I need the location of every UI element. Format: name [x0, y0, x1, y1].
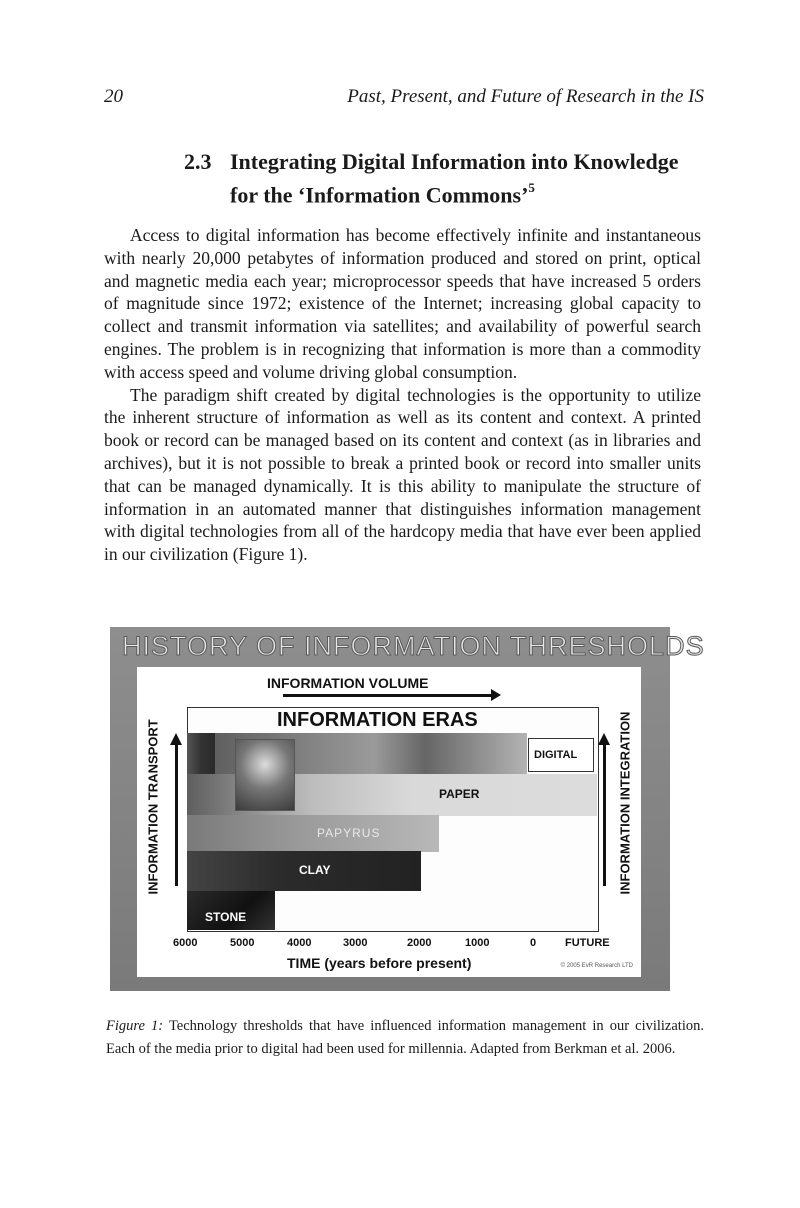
information-transport-label: INFORMATION TRANSPORT — [145, 719, 161, 895]
running-title: Past, Present, and Future of Research in the IS — [347, 86, 704, 107]
paragraph: Access to digital information has become effectively infinite and instantaneous with nearly 20,000 petabytes of information produced and stored on print, optical and magnetic media each year; microprocessor speeds that have increased 5 orders of magnitude since 1972; existence of the Internet; increasing global capacity to collect and transmit information via satellites; and availability of powerful search engines. The problem is in recognizing that information is more than a commodity with access speed and volume driving global consumption. — [104, 225, 701, 382]
footnote-mark: 5 — [528, 180, 535, 195]
figure-banner: HISTORY OF INFORMATION THRESHOLDS — [122, 631, 705, 661]
information-volume-label: INFORMATION VOLUME — [267, 675, 429, 691]
era-clay-bar — [187, 851, 421, 891]
caption-text: Technology thresholds that have influenced information management in our civilization. Each of the media prior to digital had been used for millennia. Adapted from Berkman et al. 2006. — [106, 1018, 704, 1057]
section-number: 2.3 — [184, 149, 212, 174]
tick-label: 2000 — [407, 937, 432, 949]
figure-panel — [137, 667, 641, 977]
paragraph: The paradigm shift created by digital technologies is the opportunity to utilize the inherent structure of information as well as its content and context. A printed book or record can be managed based on its content and context (as in libraries and archives), but it is not possible to break a printed book or record into smaller units that can be managed dynamically. It is this ability to manipulate the structure of information in an automated manner that distinguishes information management with digital technologies from all of the hardcopy media that have ever been applied in our civilization (Figure 1). — [104, 384, 701, 565]
tick-label: 4000 — [287, 937, 312, 949]
era-digital-box — [528, 738, 594, 772]
figure-copyright: © 2005 EvR Research LTD — [560, 963, 633, 969]
tick-label: 6000 — [173, 937, 198, 949]
era-digital-label: DIGITAL — [534, 749, 578, 761]
era-papyrus-bar — [187, 815, 439, 852]
time-axis-label: TIME (years before present) — [287, 955, 472, 971]
guardian-figure-image — [235, 739, 295, 811]
volume-arrow-icon — [283, 694, 493, 697]
era-stone-label: STONE — [205, 910, 247, 924]
tick-label: 3000 — [343, 937, 368, 949]
transport-arrow-icon — [175, 743, 178, 886]
caption-label: Figure 1: — [106, 1018, 164, 1034]
figure-history-of-information-thresholds — [110, 627, 705, 991]
running-head — [104, 86, 704, 112]
page-number: 20 — [104, 86, 123, 107]
section-heading — [184, 148, 714, 209]
era-paper-label: PAPER — [439, 787, 480, 801]
tick-label: 1000 — [465, 937, 490, 949]
tick-label: FUTURE — [565, 937, 610, 949]
section-title-line2: for the ‘Information Commons’ — [230, 182, 529, 208]
body-text — [104, 224, 701, 566]
era-clay-label: CLAY — [299, 863, 331, 877]
section-title-line1: Integrating Digital Information into Knowledge — [230, 149, 679, 174]
integration-arrow-icon — [603, 743, 606, 886]
era-stone-bar — [187, 891, 275, 930]
time-axis — [137, 937, 641, 953]
information-eras-title: INFORMATION ERAS — [277, 709, 478, 731]
figure-caption — [106, 1015, 704, 1061]
tick-label: 0 — [530, 937, 537, 949]
era-papyrus-label: PAPYRUS — [317, 826, 381, 840]
information-integration-label: INFORMATION INTEGRATION — [617, 711, 633, 895]
tick-label: 5000 — [230, 937, 255, 949]
